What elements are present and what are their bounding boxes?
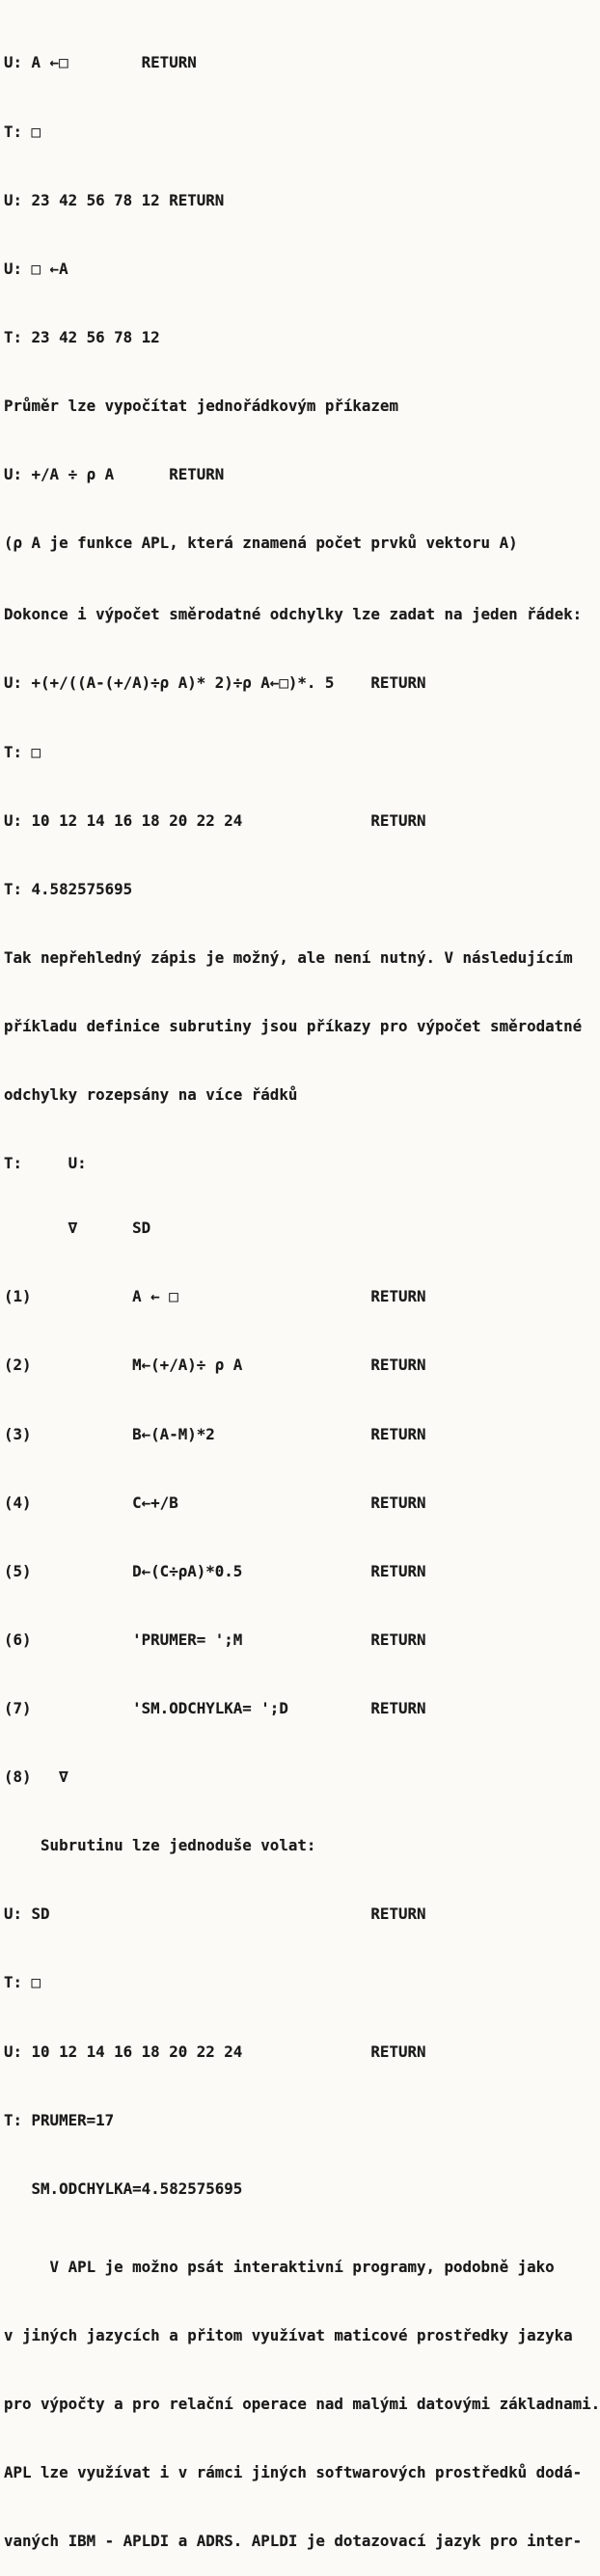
terminal-line: U: SD RETURN bbox=[4, 1905, 426, 1924]
subroutine-line: (1) A ← □ RETURN bbox=[4, 1287, 426, 1306]
terminal-line: U: +/A ÷ ρ A RETURN bbox=[4, 465, 225, 484]
paragraph-line: V APL je možno psát interaktivní programy, podobně jako bbox=[4, 2257, 555, 2276]
subroutine-line: (7) 'SM.ODCHYLKA= ';D RETURN bbox=[4, 1699, 426, 1718]
paragraph-line: Subrutinu lze jednoduše volat: bbox=[4, 1836, 316, 1855]
paragraph-line: Průměr lze vypočítat jednořádkovým příkazem bbox=[4, 396, 398, 415]
paragraph-line: v jiných jazycích a přitom využívat maticové prostředky jazyka bbox=[4, 2326, 573, 2345]
terminal-line: U: A ←□ RETURN bbox=[4, 53, 197, 72]
paragraph-line: (ρ A je funkce APL, která znamená počet prvků vektoru A) bbox=[4, 534, 518, 553]
paragraph-line: pro výpočty a pro relační operace nad malými datovými základnami. bbox=[4, 2395, 600, 2414]
terminal-line: T: □ bbox=[4, 742, 41, 761]
terminal-line: U: 23 42 56 78 12 RETURN bbox=[4, 190, 225, 209]
paragraph-line: vaných IBM - APLDI a ADRS. APLDI je dotazovací jazyk pro inter- bbox=[4, 2532, 583, 2551]
terminal-line: T: 4.582575695 bbox=[4, 879, 133, 898]
paragraph-line: odchylky rozepsány na více řádků bbox=[4, 1085, 298, 1105]
terminal-line: T: □ bbox=[4, 122, 41, 141]
terminal-line: U: 10 12 14 16 18 20 22 24 RETURN bbox=[4, 810, 426, 830]
subroutine-header-line: ∇ SD bbox=[4, 1219, 151, 1238]
terminal-line: T: 23 42 56 78 12 bbox=[4, 327, 160, 346]
subroutine-line: (2) M←(+/A)÷ ρ A RETURN bbox=[4, 1356, 426, 1375]
subroutine-line: (6) 'PRUMER= ';M RETURN bbox=[4, 1630, 426, 1649]
terminal-line: T: □ bbox=[4, 1973, 41, 1992]
terminal-line: T: PRUMER=17 bbox=[4, 2110, 115, 2129]
subroutine-line: (5) D←(C÷ρA)*0.5 RETURN bbox=[4, 1561, 426, 1580]
paragraph-line: Tak nepřehledný zápis je možný, ale není nutný. V následujícím bbox=[4, 947, 573, 967]
subroutine-line: (8) ∇ bbox=[4, 1768, 68, 1787]
subroutine-line: (3) B←(A-M)*2 RETURN bbox=[4, 1424, 426, 1443]
terminal-line: U: +(+/((A-(+/A)÷ρ A)* 2)÷ρ A←□)*. 5 RETURN bbox=[4, 673, 426, 693]
terminal-line: U: 10 12 14 16 18 20 22 24 RETURN bbox=[4, 2042, 426, 2061]
paragraph-line: Dokonce i výpočet směrodatné odchylky lze zadat na jeden řádek: bbox=[4, 605, 583, 624]
terminal-line: U: □ ←A bbox=[4, 259, 68, 278]
terminal-line: T: U: bbox=[4, 1154, 87, 1173]
terminal-line: SM.ODCHYLKA=4.582575695 bbox=[4, 2179, 243, 2198]
paragraph-line: APL lze využívat i v rámci jiných softwarových prostředků dodá- bbox=[4, 2463, 583, 2482]
subroutine-line: (4) C←+/B RETURN bbox=[4, 1493, 426, 1512]
paragraph-line: příkladu definice subrutiny jsou příkazy pro výpočet směrodatné bbox=[4, 1016, 583, 1035]
